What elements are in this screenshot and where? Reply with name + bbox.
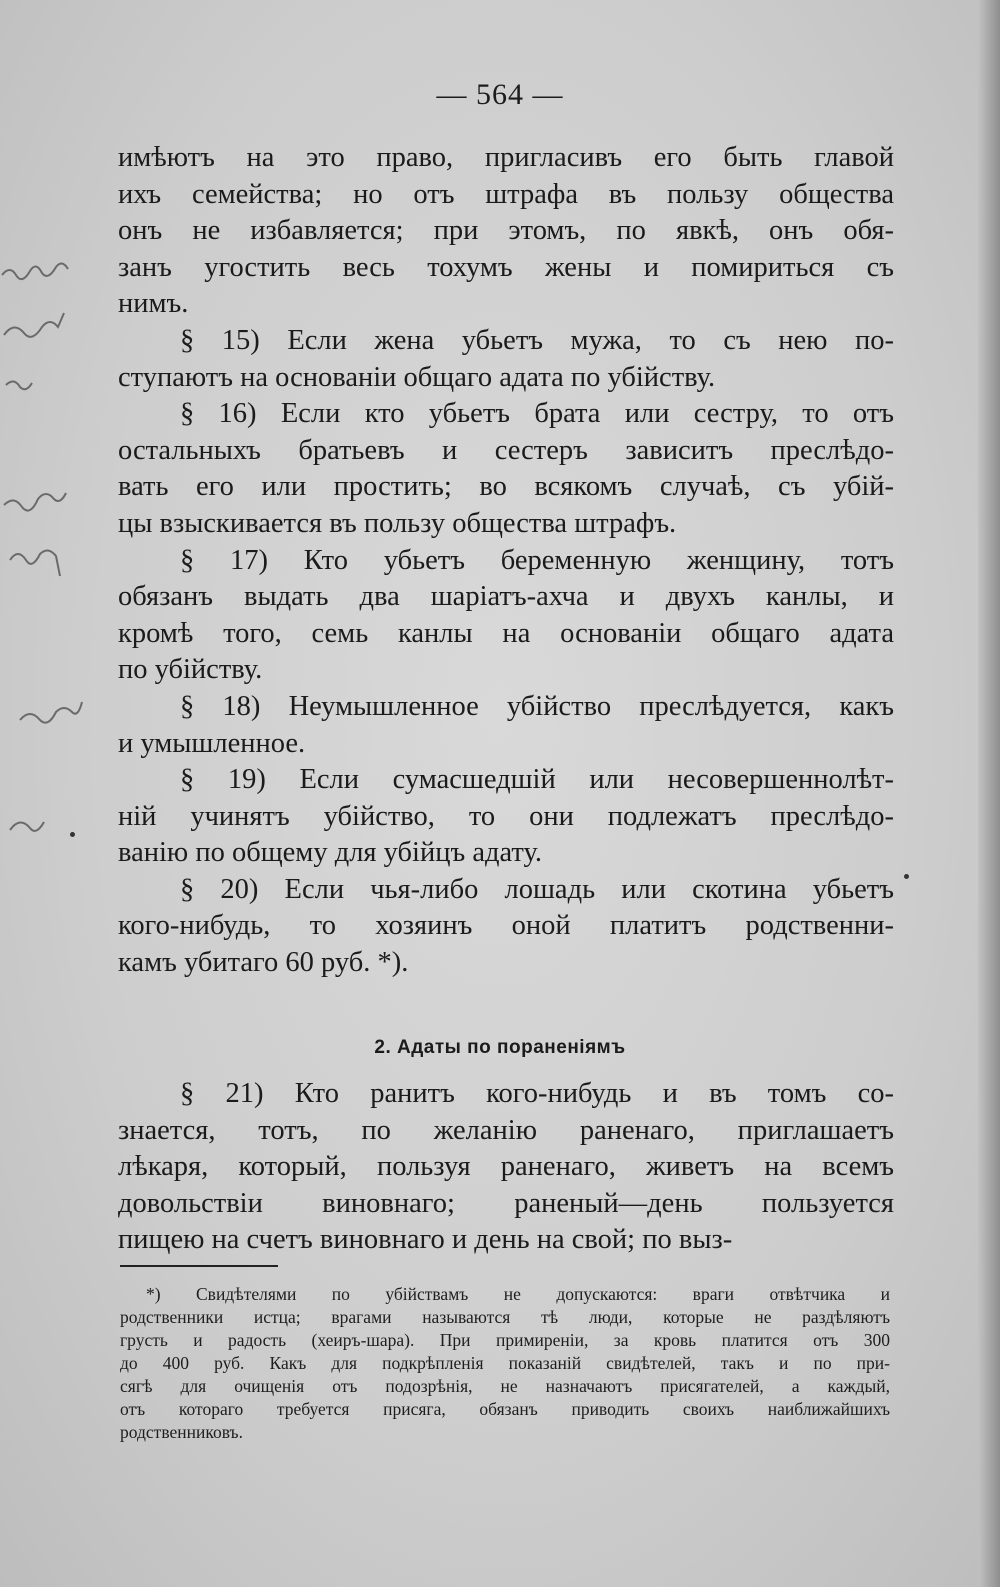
text-line: § 21) Кто ранитъ кого-нибудь и въ томъ со- [180, 1078, 894, 1109]
text-line: знается, тотъ, по желанію раненаго, приглашаетъ [118, 1114, 894, 1146]
text-line: камъ убитаго 60 руб. *). [118, 947, 409, 979]
text-line: довольствіи виновнаго; раненый—день пользуется [118, 1187, 894, 1219]
text-line: § 17) Кто убьетъ беременную женщину, тотъ [180, 544, 894, 576]
footnote-line: отъ котораго требуется присяга, обязанъ приводить своихъ наиближайшихъ [120, 1399, 890, 1419]
footnote-line: родственники истца; врагами называются тѣ люди, которые не раздѣляютъ [120, 1307, 890, 1327]
text-line: § 19) Если сумасшедшій или несовершеннолѣт- [180, 764, 894, 796]
footnote-line: *) Свидѣтелями по убійствамъ не допускаются: враги отвѣтчика и [146, 1284, 890, 1304]
text-line: имѣютъ на это право, пригласивъ его быть главой [118, 142, 894, 173]
text-line: § 16) Если кто убьетъ брата или сестру, то отъ [180, 398, 894, 430]
ink-speck [904, 874, 909, 879]
text-line: кромѣ того, семь канлы на основаніи общаго адата [118, 617, 894, 649]
text-line: § 20) Если чья-либо лошадь или скотина убьетъ [180, 873, 894, 905]
text-line: ванію по общему для убійцъ адату. [118, 837, 542, 869]
text-line: пищею на счетъ виновнаго и день на свой; по выз- [118, 1224, 733, 1256]
footnote-line: грусть и радость (хеиръ-шара). При примиреніи, за кровь платится отъ 300 [120, 1330, 890, 1350]
footnote-line: родственниковъ. [120, 1422, 243, 1442]
page-number: — 564 — [436, 78, 564, 111]
footnote [120, 1283, 890, 1444]
text-line: и умышленное. [118, 727, 306, 759]
text-line: § 18) Неумышленное убійство преслѣдуется, какъ [180, 690, 894, 722]
text-line: ступаютъ на основаніи общаго адата по убійству. [118, 361, 716, 393]
text-line: обязанъ выдать два шаріатъ-ахча и двухъ канлы, и [118, 581, 894, 613]
margin-handwriting [0, 0, 100, 900]
main-text-top [118, 140, 894, 982]
text-line: нимъ. [118, 288, 189, 320]
text-line: по убійству. [118, 654, 263, 686]
ink-speck [70, 832, 75, 837]
text-line: вать его или простить; во всякомъ случаѣ, съ убій- [118, 471, 894, 503]
main-text-bottom [118, 1076, 894, 1259]
text-line: остальныхъ братьевъ и сестеръ зависитъ преслѣдо- [118, 434, 894, 466]
text-line: онъ не избавляется; при этомъ, по явкѣ, онъ обя- [118, 215, 894, 247]
text-line: ихъ семейства; но отъ штрафа въ пользу общества [118, 178, 894, 210]
footnote-divider [120, 1265, 278, 1267]
footnote-line: до 400 руб. Какъ для подкрѣпленія показаній свидѣтелей, такъ и по при- [120, 1353, 890, 1373]
page-spine-shadow [978, 0, 1000, 1587]
text-line: ній учинятъ убійство, то они подлежатъ преслѣдо- [118, 800, 894, 832]
footnote-line: сягѣ для очищенія отъ подозрѣнія, не назначаютъ присягателей, а каждый, [120, 1376, 890, 1396]
text-line: цы взыскивается въ пользу общества штрафъ. [118, 507, 677, 539]
text-line: § 15) Если жена убьетъ мужа, то съ нею по- [180, 324, 894, 356]
section-heading: 2. Адаты по пораненіямъ [374, 1037, 626, 1058]
text-line: лѣкаря, который, пользуя раненаго, живетъ на всемъ [118, 1151, 894, 1183]
text-line: кого-нибудь, то хозяинъ оной платитъ родственни- [118, 910, 894, 942]
text-line: занъ угостить весь тохумъ жены и помириться съ [118, 251, 894, 283]
